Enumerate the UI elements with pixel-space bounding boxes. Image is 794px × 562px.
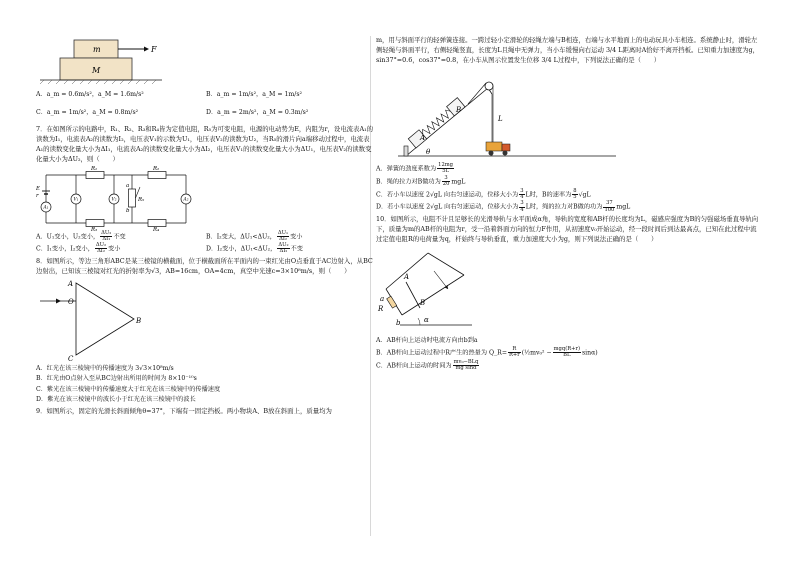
label-a: a — [126, 182, 130, 189]
q9-continued-text: m，用与斜面平行的轻弹簧连接。一跨过轻小定滑轮的轻绳左端与B相连，右端与水平地面上的电动玩具小车相连。系统静止时，滑轮左侧轻绳与斜面平行，右侧轻绳竖直，长度为L且绳中无弹力，当小车缓慢向右运动 3/4 L距离时A恰好不离开挡板。已知重力加速度为g，sin37°=0.6，cos37°=0.8，在小车从图示位置发生位移 3/4 L过程中，下列说法正确的是（ ） — [376, 36, 760, 64]
incline-spring-figure — [376, 66, 760, 162]
prism-label-c: C — [68, 354, 74, 363]
incline-diagram — [376, 66, 760, 162]
incline-label-l: L — [498, 114, 503, 123]
q6-options-row2 — [36, 108, 376, 118]
rail-diagram — [376, 245, 760, 335]
q9-option-a[interactable]: A．弹簧的劲度系数为 $\frac{12mg}{5L}$ — [376, 161, 453, 175]
circuit-diagram — [36, 165, 376, 231]
q6-option-b[interactable]: B．a_m = 1m/s²，a_M = 1m/s² — [206, 91, 303, 98]
q7-options-row1 — [36, 231, 376, 243]
block-force-figure — [36, 36, 376, 86]
incline-label-a: A — [420, 133, 426, 142]
q9-text: 9．如图所示，固定的光滑长斜面倾角θ=37°，下端有一固定挡板。两小物块A、B放在斜面上，质量均为 — [36, 407, 332, 415]
q7-text: 7．在如图所示的电路中，R₁、R₂、R₃和R₄皆为定值电阻，R₅为可变电阻，电源的电动势为E，内阻为r，设电流表A₁的读数为I₁，电流表A₂的读数为I₂，电压表V₁的示数为U₁，电压表V₂的读数为U₂，当R₅的滑片向a端移动过程中，电流表A₁的读数变化量大小为ΔI₁，电流表A₂的读数变化量大小为ΔI₂，电压表V₁的读数变化量大小为ΔU₁，电压表V₂的读数变化量大小为ΔU₂，则（ ） — [36, 125, 374, 163]
rail-label-alpha: α — [424, 316, 429, 325]
label-b: b — [126, 207, 130, 214]
rail-label-a: A — [404, 273, 410, 282]
q10-text: 10．如图所示，电阻不计且足够长的光滑导轨与水平面成α角，导轨的宽度和AB杆的长度均为L，磁感应强度为B的匀强磁场垂直导轨向下，质量为m的AB杆的电阻为r，受一沿着斜面方向的恒力F作用，从初速度v₀开始运动，经一段时间后到达最高点，已知在此过程中流过定值电阻R的电荷量为q，杆始终与导轨垂直，重力加速度大小为g，则下列说法正确的是（ ） — [376, 215, 759, 244]
label-r: r — [36, 192, 39, 199]
q8-option-b[interactable]: B．红光由O点射入至从BC边射出所用的时间为 8×10⁻¹⁰s — [36, 375, 197, 383]
label-e: E — [36, 185, 40, 192]
q7-options-row2 — [36, 243, 376, 255]
rail-figure — [376, 245, 760, 335]
prism-label-b: B — [136, 316, 142, 325]
q8-option-a[interactable]: A．红光在该三棱镜中的传播速度为 3√3×10⁸m/s — [36, 364, 174, 372]
label-r3: R₃ — [91, 226, 98, 231]
prism-figure — [36, 277, 376, 363]
meter-a1: A₁ — [43, 205, 49, 211]
label-r2: R₂ — [153, 165, 160, 172]
label-r4: R₄ — [153, 226, 160, 231]
incline-label-theta: θ — [426, 147, 431, 156]
rail-label-b: B — [420, 299, 426, 308]
q10-option-c[interactable]: C．AB杆向上运动的时间为 $\frac{\text{mv₀−BLq}}{\text{mg sinα}}$ — [376, 358, 479, 372]
q9-option-d[interactable]: D．若小车以速度 2√gL 向右匀速运动，位移大小为 $\frac{3}{4}$ L时，绳的拉力对B做的功为 $\frac{37}{100}$ mgL — [376, 200, 631, 213]
circuit-figure — [36, 165, 376, 231]
q6-option-a[interactable]: A．a_m = 0.6m/s²，a_M = 1.6m/s² — [36, 91, 144, 98]
rail-label-small-a: a — [380, 295, 385, 304]
rail-label-small-b: b — [396, 319, 401, 328]
q7-option-a[interactable]: A．U₁变小，U₂变小， $\frac{\text{ΔU₂}}{\text{ΔI₁}}$ 不变 — [36, 229, 126, 243]
label-M: M — [92, 66, 101, 75]
q7-option-d[interactable]: D．I₂变小，ΔU₁<ΔU₂， $\frac{\text{ΔU₂}}{\text{ΔI₂}}$ 不变 — [206, 241, 303, 255]
block-diagram — [36, 36, 376, 86]
q8-option-d[interactable]: D．紫光在该三棱镜中的波长小于红光在该三棱镜中的波长 — [36, 396, 196, 404]
q6-options-row1 — [36, 90, 376, 100]
q9-option-b[interactable]: B．绳的拉力对B做功为 $\frac{3}{20}$ mgL — [376, 174, 466, 188]
q9-option-c[interactable]: C．若小车以速度 2√gL 向右匀速运动，位移大小为 $\frac{3}{4}$ L时，B的速率为 $\frac{8}{5}$ √gL — [376, 187, 591, 201]
left-column — [36, 36, 376, 417]
label-F: F — [151, 45, 157, 54]
rail-label-r: R — [378, 305, 384, 314]
q7-option-b[interactable]: B．I₂变大，ΔU₁<ΔU₂， $\frac{\text{ΔU₁}}{\text{ΔI₂}}$ 变小 — [206, 229, 303, 243]
q6-option-c[interactable]: C．a_m = 1m/s²，a_M = 0.8m/s² — [36, 108, 139, 116]
label-r5: R₅ — [138, 196, 145, 203]
meter-v2: V₂ — [111, 197, 117, 203]
prism-label-o: O — [68, 297, 74, 306]
q10-option-a[interactable]: A．AB杆向上运动时电流方向由b到a — [376, 337, 478, 345]
q7-option-c[interactable]: C．I₁变小，I₂变小， $\frac{\text{ΔU₂}}{\text{ΔI₂}}$ 变小 — [36, 241, 121, 255]
prism-label-a: A — [68, 279, 74, 288]
prism-diagram — [36, 277, 376, 363]
meter-a2: A₂ — [183, 197, 189, 203]
label-r1: R₁ — [91, 165, 98, 172]
meter-v1: V₁ — [73, 197, 79, 203]
incline-label-b: B — [456, 105, 462, 114]
q10-option-b[interactable]: B．AB杆向上运动过程中R产生的热量为 Q_R= $\frac{R}{R+r}$ (½mv₀² − $\frac{\text{mgq(R+r)}}{BL}$ sinα) — [376, 345, 598, 359]
right-column — [376, 36, 760, 373]
q6-option-d[interactable]: D．a_m = 2m/s²，a_M = 0.3m/s² — [206, 108, 309, 116]
label-m: m — [93, 45, 101, 54]
q8-text: 8．如图所示，等边三角形ABC是某三棱镜的横截面，位于横截面所在平面内的一束红光由O点垂直于AC边射入，从BC边射出，已知该三棱镜对红光的折射率为√3，AB=16cm，OA=4cm，真空中光速c=3×10⁸m/s，则（ ） — [36, 256, 373, 275]
q8-option-c[interactable]: C．紫光在该三棱镜中的传播速度大于红光在该三棱镜中的传播速度 — [36, 385, 221, 393]
